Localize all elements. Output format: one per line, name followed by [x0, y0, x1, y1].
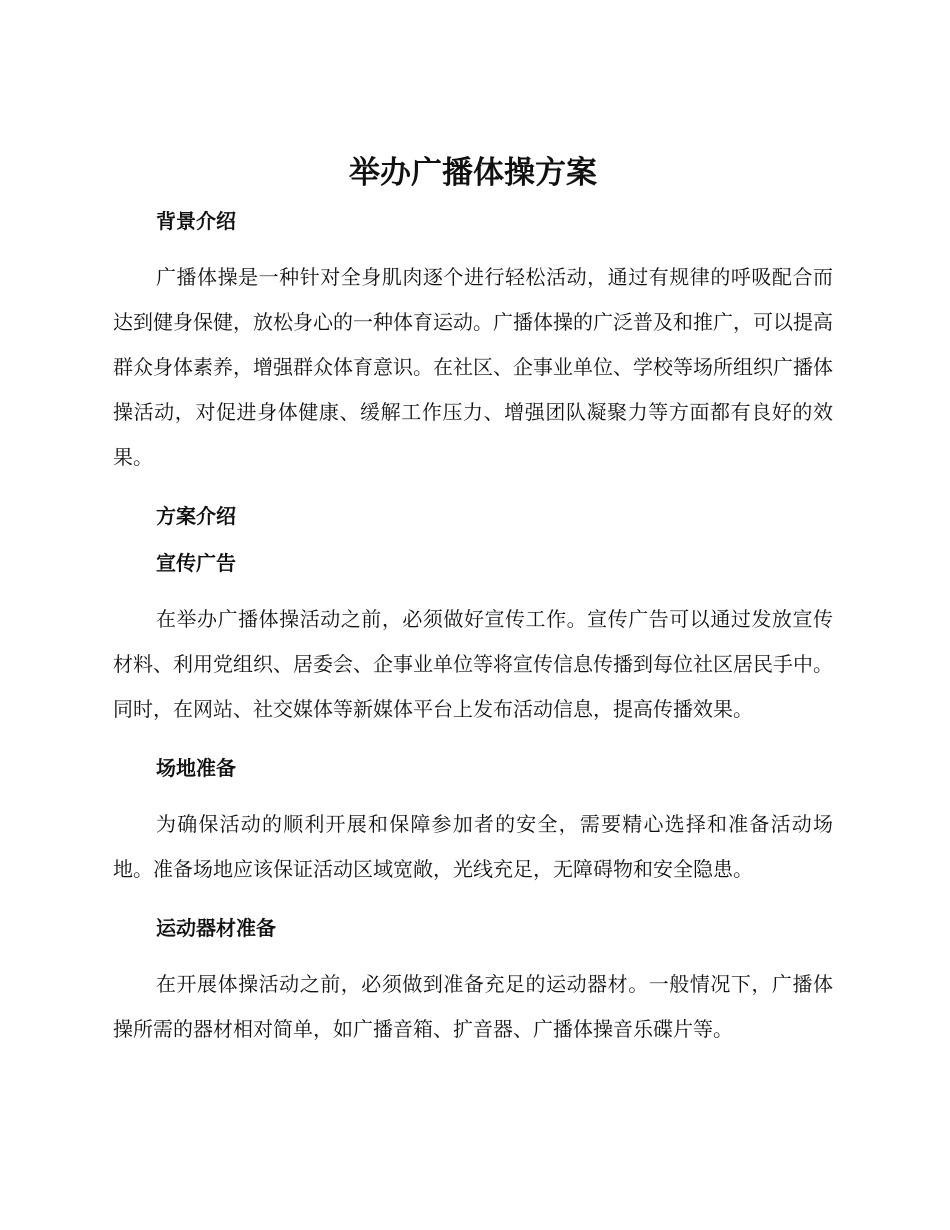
- document-body: [113, 148, 833, 1052]
- section-heading-publicity: 宣传广告: [156, 551, 236, 575]
- document-title: 举办广播体操方案: [349, 155, 597, 191]
- section-heading-venue: 场地准备: [156, 756, 236, 780]
- paragraph-equipment: 在开展体操活动之前，必须做到准备充足的运动器材。一般情况下，广播体操所需的器材相对简单，如广播音箱、扩音器、广播体操音乐碟片等。: [113, 972, 833, 1041]
- paragraph-background: 广播体操是一种针对全身肌肉逐个进行轻松活动，通过有规律的呼吸配合而达到健身保健，放松身心的一种体育运动。广播体操的广泛普及和推广，可以提高群众身体素养，增强群众体育意识。在社区、企事业单位、学校等场所组织广播体操活动，对促进身体健康、缓解工作压力、增强团队凝聚力等方面都有良好的效果。: [113, 265, 833, 469]
- section-heading-background: 背景介绍: [156, 209, 236, 233]
- section-heading-plan: 方案介绍: [156, 504, 236, 528]
- paragraph-publicity: 在举办广播体操活动之前，必须做好宣传工作。宣传广告可以通过发放宣传材料、利用党组织、居委会、企事业单位等将宣传信息传播到每位社区居民手中。同时，在网站、社交媒体等新媒体平台上发布活动信息，提高传播效果。: [113, 607, 833, 721]
- paragraph-venue: 为确保活动的顺利开展和保障参加者的安全，需要精心选择和准备活动场地。准备场地应该保证活动区域宽敞，光线充足，无障碍物和安全隐患。: [113, 812, 833, 881]
- section-heading-equipment: 运动器材准备: [156, 916, 276, 940]
